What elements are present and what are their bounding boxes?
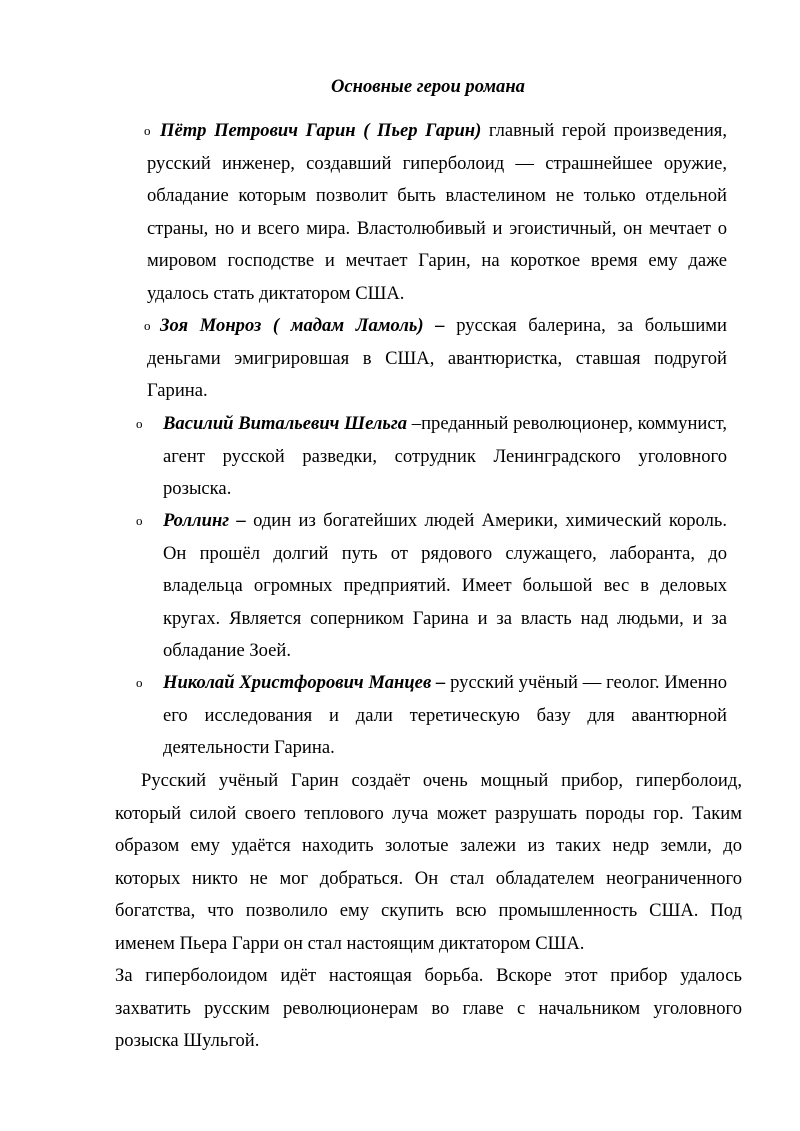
hero-name: Пётр Петрович Гарин ( Пьер Гарин) <box>160 120 482 141</box>
bullet-icon: o <box>136 513 143 528</box>
hero-name: Николай Христфорович Манцев – <box>163 672 446 693</box>
hero-name: Василий Витальевич Шельга <box>163 413 408 434</box>
hero-description: один из богатейших людей Америки, химический король. Он прошёл долгий путь от рядового служащего, лаборанта, до владельца огромных предприятий. Имеет большой вес в деловых кругах. Является соперником Гарина и за власть над людьми, и за обладание Зоей. <box>163 510 727 662</box>
hero-description: –преданный революционер, коммунист, агент русской разведки, сотрудник Ленинградского уголовного розыска. <box>163 413 727 500</box>
hero-description: русская балерина, за большими деньгами эмигрировшая в США, авантюристка, ставшая подругой Гарина. <box>147 315 727 402</box>
body-paragraph: За гиперболоидом идёт настоящая борьба. Вскоре этот прибор удалось захватить русским революционерам во главе с начальником уголовного розыска Шульгой. <box>115 965 742 1052</box>
hero-name: Роллинг – <box>163 510 246 531</box>
bullet-icon: o <box>144 318 151 333</box>
hero-description: русский учёный — геолог. Именно его исследования и дали теретическую базу для авантюрной деятельности Гарина. <box>163 672 727 759</box>
bullet-icon: o <box>136 675 143 690</box>
body-paragraph: Русский учёный Гарин создаёт очень мощный прибор, гиперболоид, который силой своего теплового луча может разрушать породы гор. Таким образом ему удаётся находить золотые залежи из таких недр земли, до которых никто не мог добраться. Он стал обладателем неограниченного богатства, что позволило ему скупить всю промышленность США. Под именем Пьера Гарри он стал настоящим диктатором США. <box>115 770 742 954</box>
hero-item-zoya <box>144 310 727 408</box>
hero-item-garin <box>144 115 728 311</box>
bullet-icon: o <box>136 416 143 431</box>
bullet-icon: o <box>144 123 151 138</box>
hero-item-mantsev <box>136 667 727 765</box>
hero-name: Зоя Монроз ( мадам Ламоль) – <box>160 315 445 336</box>
hero-item-shelga <box>136 408 727 506</box>
hero-description: главный герой произведения, русский инженер, создавший гиперболоид — страшнейшее оружие, обладание которым позволит быть властелином не только отдельной страны, но и всего мира. Властолюбивый и эгоистичный, он мечтает о мировом господстве и мечтает Гарин, на короткое время ему даже удалось стать диктатором США. <box>147 120 728 304</box>
hero-item-rolling <box>136 505 727 668</box>
page-title: Основные герои романа <box>331 76 525 97</box>
